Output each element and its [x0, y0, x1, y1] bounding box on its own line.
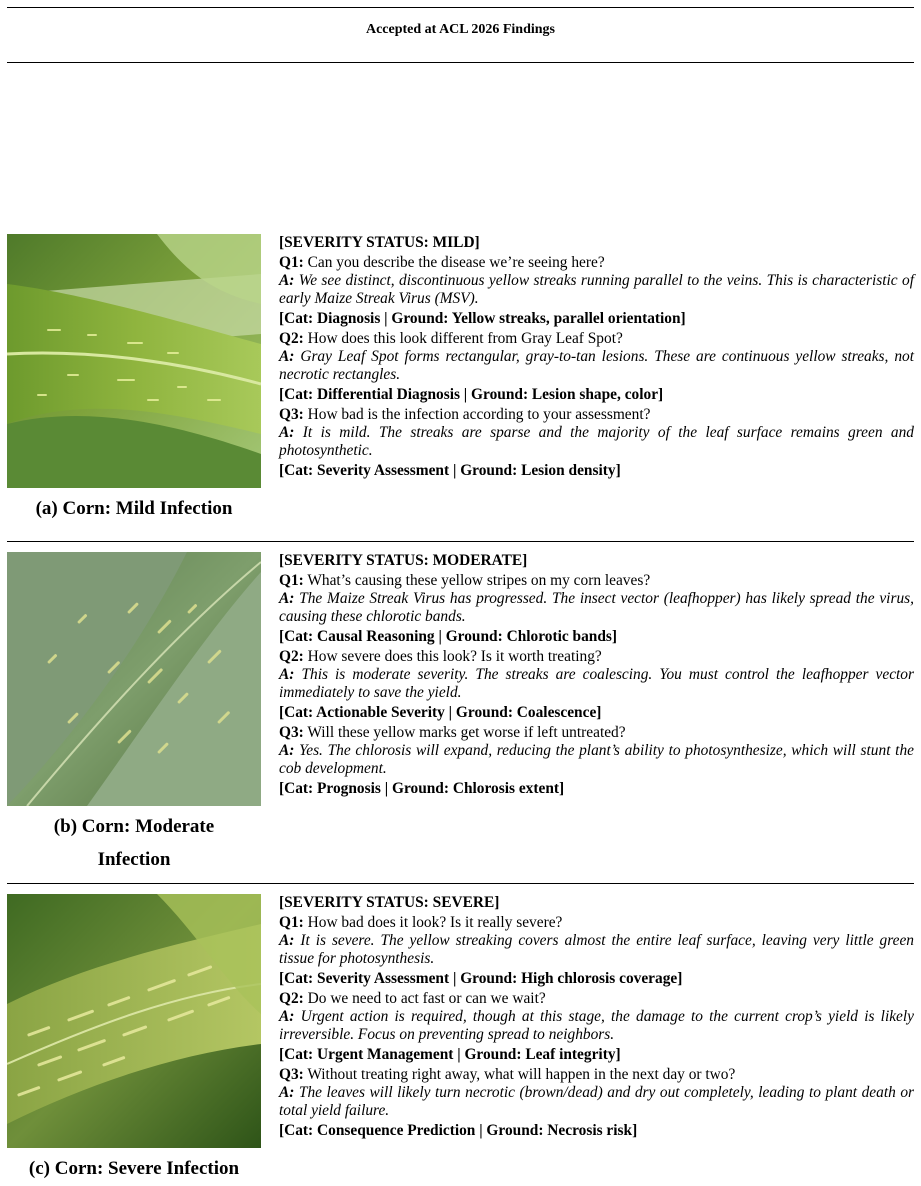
category-tag: [Cat: Prognosis | Ground: Chlorosis extent]: [279, 780, 565, 797]
question-text: How bad is the infection according to your assessment?: [307, 406, 651, 423]
question: [279, 1066, 914, 1084]
question-label: Q3:: [279, 406, 304, 423]
question: [279, 914, 914, 932]
category-tag: [Cat: Actionable Severity | Ground: Coalescence]: [279, 704, 602, 721]
question-text: Will these yellow marks get worse if left untreated?: [307, 724, 626, 741]
header-rule: [7, 62, 914, 63]
panel-divider: [7, 541, 914, 542]
question: [279, 406, 914, 424]
category-tag: [Cat: Consequence Prediction | Ground: Necrosis risk]: [279, 1122, 638, 1139]
corn-moderate-photo: [7, 552, 261, 806]
category-tag: [Cat: Severity Assessment | Ground: Lesion density]: [279, 462, 621, 479]
answer-text: Gray Leaf Spot forms rectangular, gray-to-tan lesions. These are continuous yellow streaks, not necrotic rectangles.: [279, 348, 914, 383]
qa-block-severe: [279, 894, 914, 1142]
answer-label: A:: [279, 666, 295, 683]
question: [279, 330, 914, 348]
severity-status: [SEVERITY STATUS: MODERATE]: [279, 552, 528, 569]
caption-moderate: (b) Corn: Moderate Infection: [53, 816, 215, 870]
caption-severe: (c) Corn: Severe Infection: [28, 1158, 240, 1179]
category-tag: [Cat: Urgent Management | Ground: Leaf integrity]: [279, 1046, 621, 1063]
answer: [279, 590, 914, 626]
answer-text: The Maize Streak Virus has progressed. The insect vector (leafhopper) has likely spread the virus, causing these chlorotic bands.: [279, 590, 914, 625]
qa-block-moderate: [279, 552, 914, 800]
answer-text: Yes. The chlorosis will expand, reducing the plant’s ability to photosynthesize, which will stunt the cob development.: [279, 742, 914, 777]
question-text: How severe does this look? Is it worth treating?: [307, 648, 602, 665]
category-tag: [Cat: Diagnosis | Ground: Yellow streaks, parallel orientation]: [279, 310, 686, 327]
answer-label: A:: [279, 424, 295, 441]
answer: [279, 424, 914, 460]
answer: [279, 1008, 914, 1044]
question-label: Q1:: [279, 914, 304, 931]
severity-status: [SEVERITY STATUS: SEVERE]: [279, 894, 500, 911]
question-text: Can you describe the disease we’re seeing here?: [307, 254, 605, 271]
answer-label: A:: [279, 348, 295, 365]
question-label: Q1:: [279, 254, 304, 271]
question-text: Without treating right away, what will happen in the next day or two?: [307, 1066, 736, 1083]
question-text: How bad does it look? Is it really severe?: [307, 914, 563, 931]
answer-text: It is severe. The yellow streaking covers almost the entire leaf surface, leaving very little green tissue for photosynthesis.: [279, 932, 914, 967]
answer-text: Urgent action is required, though at this stage, the damage to the current crop’s yield is likely irreversible. Focus on preventing spread to neighbors.: [279, 1008, 914, 1043]
question-label: Q2:: [279, 330, 304, 347]
question-text: Do we need to act fast or can we wait?: [307, 990, 546, 1007]
top-rule: [7, 7, 914, 8]
question-label: Q3:: [279, 724, 304, 741]
answer-label: A:: [279, 1084, 295, 1101]
answer: [279, 742, 914, 778]
question: [279, 572, 914, 590]
question: [279, 990, 914, 1008]
question-label: Q3:: [279, 1066, 304, 1083]
answer-text: We see distinct, discontinuous yellow streaks running parallel to the veins. This is characteristic of early Maize Streak Virus (MSV).: [279, 272, 915, 307]
answer-label: A:: [279, 932, 295, 949]
question: [279, 724, 914, 742]
answer-label: A:: [279, 742, 295, 759]
answer-label: A:: [279, 272, 295, 289]
category-tag: [Cat: Causal Reasoning | Ground: Chlorotic bands]: [279, 628, 618, 645]
answer-text: It is mild. The streaks are sparse and the majority of the leaf surface remains green and photosynthetic.: [279, 424, 915, 459]
question-label: Q2:: [279, 648, 304, 665]
answer: [279, 1084, 914, 1120]
answer: [279, 272, 914, 308]
answer-text: This is moderate severity. The streaks are coalescing. You must control the leafhopper vector immediately to save the yield.: [279, 666, 914, 701]
answer: [279, 348, 914, 384]
category-tag: [Cat: Severity Assessment | Ground: High chlorosis coverage]: [279, 970, 683, 987]
category-tag: [Cat: Differential Diagnosis | Ground: Lesion shape, color]: [279, 386, 664, 403]
qa-block-mild: [279, 234, 914, 482]
corn-severe-photo: [7, 894, 261, 1148]
caption-mild: (a) Corn: Mild Infection: [35, 498, 233, 519]
answer: [279, 932, 914, 968]
question-text: How does this look different from Gray Leaf Spot?: [307, 330, 623, 347]
answer: [279, 666, 914, 702]
question: [279, 648, 914, 666]
question-label: Q1:: [279, 572, 304, 589]
corn-mild-photo: [7, 234, 261, 488]
severity-status: [SEVERITY STATUS: MILD]: [279, 234, 480, 251]
question-label: Q2:: [279, 990, 304, 1007]
question-text: What’s causing these yellow stripes on my corn leaves?: [307, 572, 651, 589]
answer-label: A:: [279, 590, 295, 607]
running-header: Accepted at ACL 2026 Findings: [365, 22, 555, 37]
answer-text: The leaves will likely turn necrotic (brown/dead) and dry out completely, leading to plant death or total yield failure.: [279, 1084, 914, 1119]
panel-divider: [7, 883, 914, 884]
answer-label: A:: [279, 1008, 295, 1025]
question: [279, 254, 914, 272]
